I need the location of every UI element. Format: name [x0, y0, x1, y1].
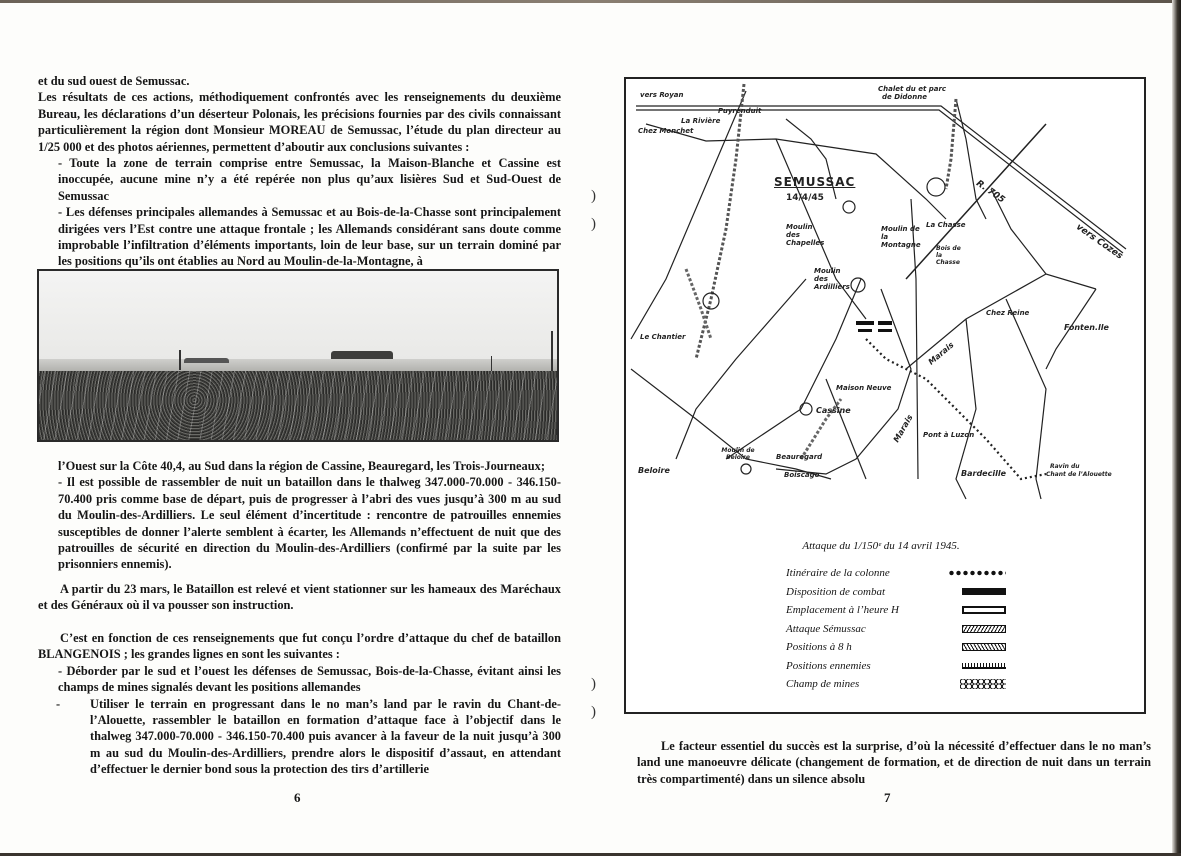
legend-row-combat [786, 583, 1006, 602]
order-item-2-dash: - [56, 696, 61, 711]
map-label-vers-cozes: vers Cozes [1074, 222, 1125, 262]
conclusion-2-part-b: l’Ouest sur la Côte 40,4, au Sud dans la région de Cassine, Beauregard, les Trois-Journeaux; [58, 459, 545, 473]
legend-label: Attaque Sémussac [786, 622, 866, 635]
left-page-lower-text [58, 458, 561, 573]
legend-label: Champ de mines [786, 678, 860, 691]
legend-row-positions-8h [786, 638, 1006, 657]
map-legend [786, 540, 1006, 694]
map-label-fontenille: Fonten.lle [1064, 323, 1109, 332]
scan-top-edge [0, 0, 1181, 3]
map-label-moulin-beloire: Moulin de Beloire [721, 447, 755, 461]
map-label-moulin-ardilliers: Moulin des Ardilliers [814, 267, 850, 291]
comb-line-icon [962, 663, 1006, 669]
paragraph-closing: Le facteur essentiel du succès est la surprise, d’où la nécessité d’effectuer dans le no man’s land une manoeuvre délicate (changement de formation, et de direction de nuit dans un terrain très compartimenté) dans un silence absolu [637, 739, 1151, 786]
photo-utility-pole [179, 350, 181, 370]
page-number-left: 6 [294, 790, 301, 805]
photo-sky [39, 271, 557, 359]
map-label-cassine: Cassine [816, 406, 851, 415]
map-label-chez-reine: Chez Reine [986, 309, 1030, 317]
chain-pattern-icon [960, 679, 1006, 689]
map-label-la-chasse: La Chasse [926, 221, 966, 229]
legend-row-emplacement [786, 601, 1006, 620]
legend-label: Disposition de combat [786, 585, 885, 598]
legend-title: Attaque du 1/150ᵉ du 14 avril 1945. [802, 540, 960, 552]
solid-bar-icon [962, 588, 1006, 595]
map-label-moulin-chapelles: Moulin des Chapelles [786, 223, 825, 247]
paragraph-intro-2: Les résultats de ces actions, méthodiquement confrontés avec les renseignements du deuxième Bureau, les déclarations d’un déserteur Polonais, les précisions fournies par des civils connaissant particulièrement la région dont Monsieur MOREAU de Semussac, l’étude du plan directeur au 1/25 000 et des photos aériennes, permettent d’aboutir aux conclusions suivantes : [38, 90, 561, 154]
map-label-pont-luzon: Pont à Luzon [923, 431, 975, 439]
page-number-right: 7 [884, 790, 891, 805]
margin-mark: ) [591, 676, 596, 692]
order-item-2-text: Utiliser le terrain en progressant dans le no man’s land par le ravin du Chant-de-l’Alouette, rassembler le bataillon en formation d’attaque face à l’objectif dans le thalweg 347.000-70.000 - 346.150-70.400 puis avancer à la faveur de la nuit jusqu’à 300 m au sud du Moulin-des-Ardilliers, prendre alors le dispositif d’assaut, en attendant d’effectuer le dernier bond sous la protection des tirs d’artillerie [90, 696, 561, 777]
dotted-line-icon [948, 570, 1006, 576]
order-item-2 [38, 696, 561, 778]
photo-treeline [331, 351, 393, 359]
map-label-vers-royan: vers Royan [640, 91, 684, 99]
map-label-ravin: Ravin du [1050, 463, 1080, 470]
map-label-bardecille: Bardecille [961, 469, 1006, 478]
map-label-chalet: Chalet du et parc [878, 85, 947, 93]
left-page-march-paragraph [38, 581, 561, 614]
map-title-semussac: SEMUSSAC [774, 175, 856, 189]
legend-row-itinerary [786, 564, 1006, 583]
photo-farm-buildings [184, 358, 229, 363]
conclusion-3: - Il est possible de rassembler de nuit un bataillon dans le thalweg 347.000-70.000 - 346.150-70.400 pris comme base de départ, puis de progresser à l’abri des vues jusqu’à 300 m au sud du Moulin-des-Ardilliers. Le seul élément d’incertitude : rencontre de patrouilles ennemies susceptibles de donner l’alerte semblent à écarter, les Allemands n’effectuent de nuit que des patrouilles de sécurité en direction du Moulin-des-Ardilliers (confirmé par la suite par les prisonniers ennemis). [58, 475, 561, 572]
conclusion-1: - Toute la zone de terrain comprise entre Semussac, la Maison-Blanche et Cassine est inoccupée, aucune mine n’y a été repérée non plus qu’aux lisières Sud et Sud-Ouest de Semussac [58, 156, 561, 203]
map-label-maison-neuve: Maison Neuve [836, 384, 892, 392]
map-label-chez-monchet: Chez Monchet [638, 127, 694, 135]
legend-row-attack [786, 620, 1006, 639]
hatched-bar-icon [962, 625, 1006, 633]
map-label-la-riviere: La Rivière [681, 117, 721, 125]
map-label-beauregard: Beauregard [776, 453, 823, 461]
field-photograph [37, 269, 559, 442]
map-label-le-chantier: Le Chantier [640, 333, 686, 341]
right-page-text [637, 738, 1151, 787]
left-page-top-text [38, 73, 561, 270]
diagonal-hatched-bar-icon [962, 643, 1006, 651]
map-label-bois-chasse: Bois de la Chasse [936, 245, 961, 266]
map-label-beloire: Beloire [638, 466, 670, 475]
scan-right-edge [1172, 0, 1181, 856]
paragraph-march: A partir du 23 mars, le Bataillon est relevé et vient stationner sur les hameaux des Maréchaux et des Généraux où il va pousser son instruction. [38, 582, 561, 613]
open-bar-icon [962, 606, 1006, 614]
margin-mark: ) [591, 216, 596, 232]
legend-row-enemy [786, 657, 1006, 676]
conclusion-2-part-a: - Les défenses principales allemandes à Semussac et au Bois-de-la-Chasse sont principalement dirigées vers l’Est contre une attaque frontale ; les Allemands considérant sans doute comme improbable l’infiltration d’éléments importants, loin de leur base, sur un terrain dominé par les positions qu’ils ont établies au Nord au Moulin-de-la-Montagne, à [58, 205, 561, 269]
legend-label: Itinéraire de la colonne [786, 567, 890, 580]
map-label-road-705: R. 705 [974, 178, 1007, 206]
map-label-chant-alouette: Chant de l’Alouette [1046, 471, 1112, 478]
order-item-1: - Déborder par le sud et l’ouest les défenses de Semussac, Bois-de-la-Chasse, évitant ainsi les champs de mines signalés devant les positions allemandes [58, 663, 561, 695]
legend-label: Emplacement à l’heure H [786, 604, 899, 617]
map-label-didonne: de Didonne [882, 93, 927, 101]
paragraph-intro-1: et du sud ouest de Semussac. [38, 74, 190, 88]
map-label-puyrenduit: Puyrenduit [718, 107, 762, 115]
paragraph-order: C’est en fonction de ces renseignements que fut conçu l’ordre d’attaque du chef de bataillon BLANGENOIS ; les grandes lignes en sont les suivantes : [38, 631, 561, 662]
left-page-order-section [38, 630, 561, 778]
map-label-marais: Marais [926, 340, 956, 367]
margin-mark: ) [591, 188, 596, 204]
photo-crop-field [39, 371, 557, 442]
map-label-moulin-montagne: Moulin de la Montagne [881, 225, 921, 249]
map-date: 14/4/45 [786, 193, 824, 203]
margin-mark: ) [591, 704, 596, 720]
legend-label: Positions à 8 h [786, 641, 852, 654]
legend-label: Positions ennemies [786, 659, 871, 672]
map-label-boiscage: Boiscage [784, 471, 820, 479]
legend-row-mines [786, 675, 1006, 694]
map-label-marais: Marais [891, 413, 915, 444]
